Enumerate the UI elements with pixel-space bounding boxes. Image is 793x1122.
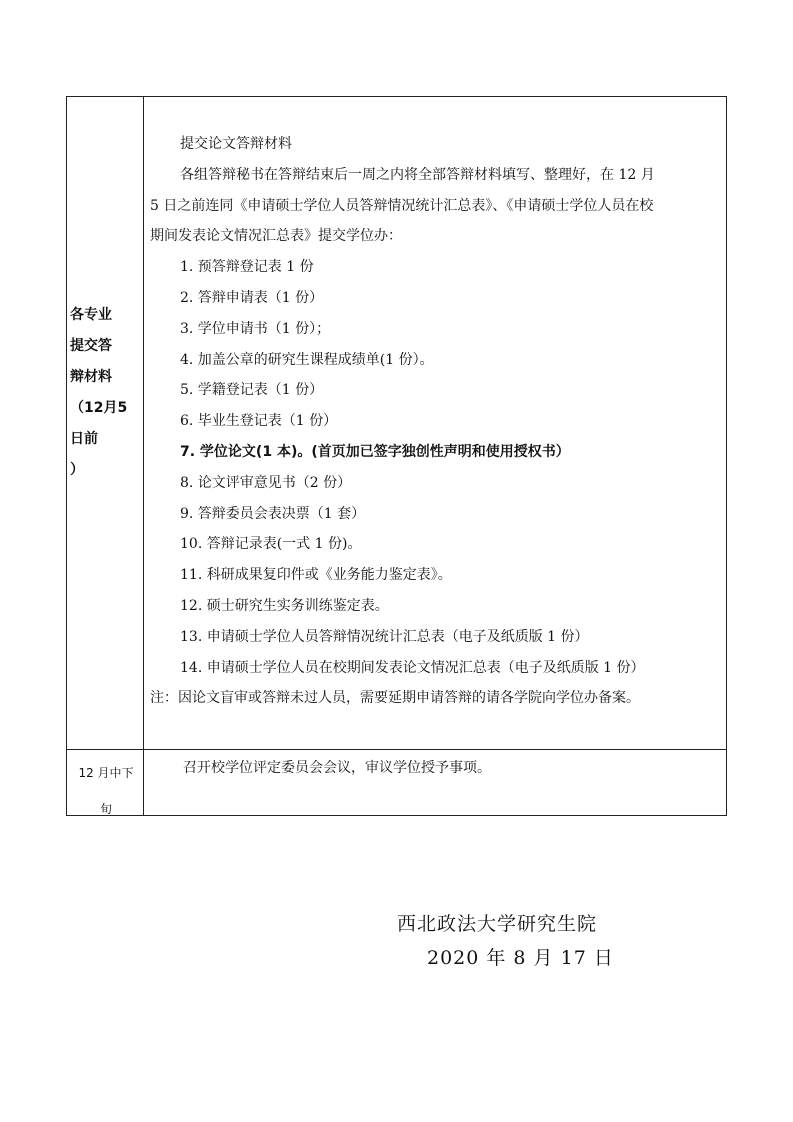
row1-label-line: 提交答 — [70, 338, 112, 354]
material-item: 8. 论文评审意见书（2 份） — [180, 474, 352, 491]
row1-content — [150, 129, 720, 714]
intro-line: 期间发表论文情况汇总表》提交学位办： — [150, 228, 402, 245]
material-item: 12. 硕士研究生实务训练鉴定表。 — [180, 597, 389, 614]
material-item: 14. 申请硕士学位人员在校期间发表论文情况汇总表（电子及纸质版 1 份） — [180, 659, 645, 676]
material-item: 10. 答辩记录表(一式 1 份)。 — [180, 536, 362, 553]
signature-date: 2020 年 8 月 17 日 — [427, 947, 614, 969]
material-item: 2. 答辩申请表（1 份） — [180, 289, 324, 306]
note-line: 注：因论文盲审或答辩未过人员，需要延期申请答辩的请各学院向学位办备案。 — [150, 690, 640, 707]
material-item: 5. 学籍登记表（1 份） — [180, 382, 324, 399]
signature-org: 西北政法大学研究生院 — [397, 913, 598, 935]
row2-label — [70, 755, 142, 827]
row1-label-line: 各专业 — [70, 307, 112, 323]
column-divider — [143, 96, 144, 816]
material-item: 11. 科研成果复印件或《业务能力鉴定表》。 — [180, 567, 452, 584]
section-title: 提交论文答辩材料 — [180, 136, 292, 152]
row2-label-line: 12 月中下 — [78, 766, 134, 780]
row1-label — [70, 300, 142, 486]
material-item: 3. 学位申请书（1 份）； — [180, 320, 331, 337]
intro-line: 5 日之前连同《申请硕士学位人员答辩情况统计汇总表》、《申请硕士学位人员在校 — [150, 197, 654, 214]
material-item: 4. 加盖公章的研究生课程成绩单(1 份）。 — [180, 351, 434, 368]
row-divider — [66, 749, 727, 750]
row1-label-line: 日前 — [70, 431, 98, 447]
row1-label-line: 辩材料 — [70, 369, 112, 385]
material-item: 13. 申请硕士学位人员答辩情况统计汇总表（电子及纸质版 1 份） — [180, 628, 589, 645]
intro-line: 各组答辩秘书在答辩结束后一周之内将全部答辩材料填写、整理好，在 12 月 — [180, 166, 655, 183]
row1-label-line: （12月5 — [70, 400, 128, 416]
material-item: 9. 答辩委员会表决票（1 套） — [180, 505, 366, 522]
material-item-thesis: 7. 学位论文(1 本)。(首页加已签字独创性声明和使用授权书） — [180, 443, 570, 460]
material-item: 1. 预答辩登记表 1 份 — [180, 259, 314, 276]
row1-label-line: ） — [70, 462, 84, 478]
row2-content: 召开校学位评定委员会会议，审议学位授予事项。 — [183, 760, 491, 776]
row2-label-line: 旬 — [99, 802, 112, 816]
material-item: 6. 毕业生登记表（1 份） — [180, 413, 338, 430]
